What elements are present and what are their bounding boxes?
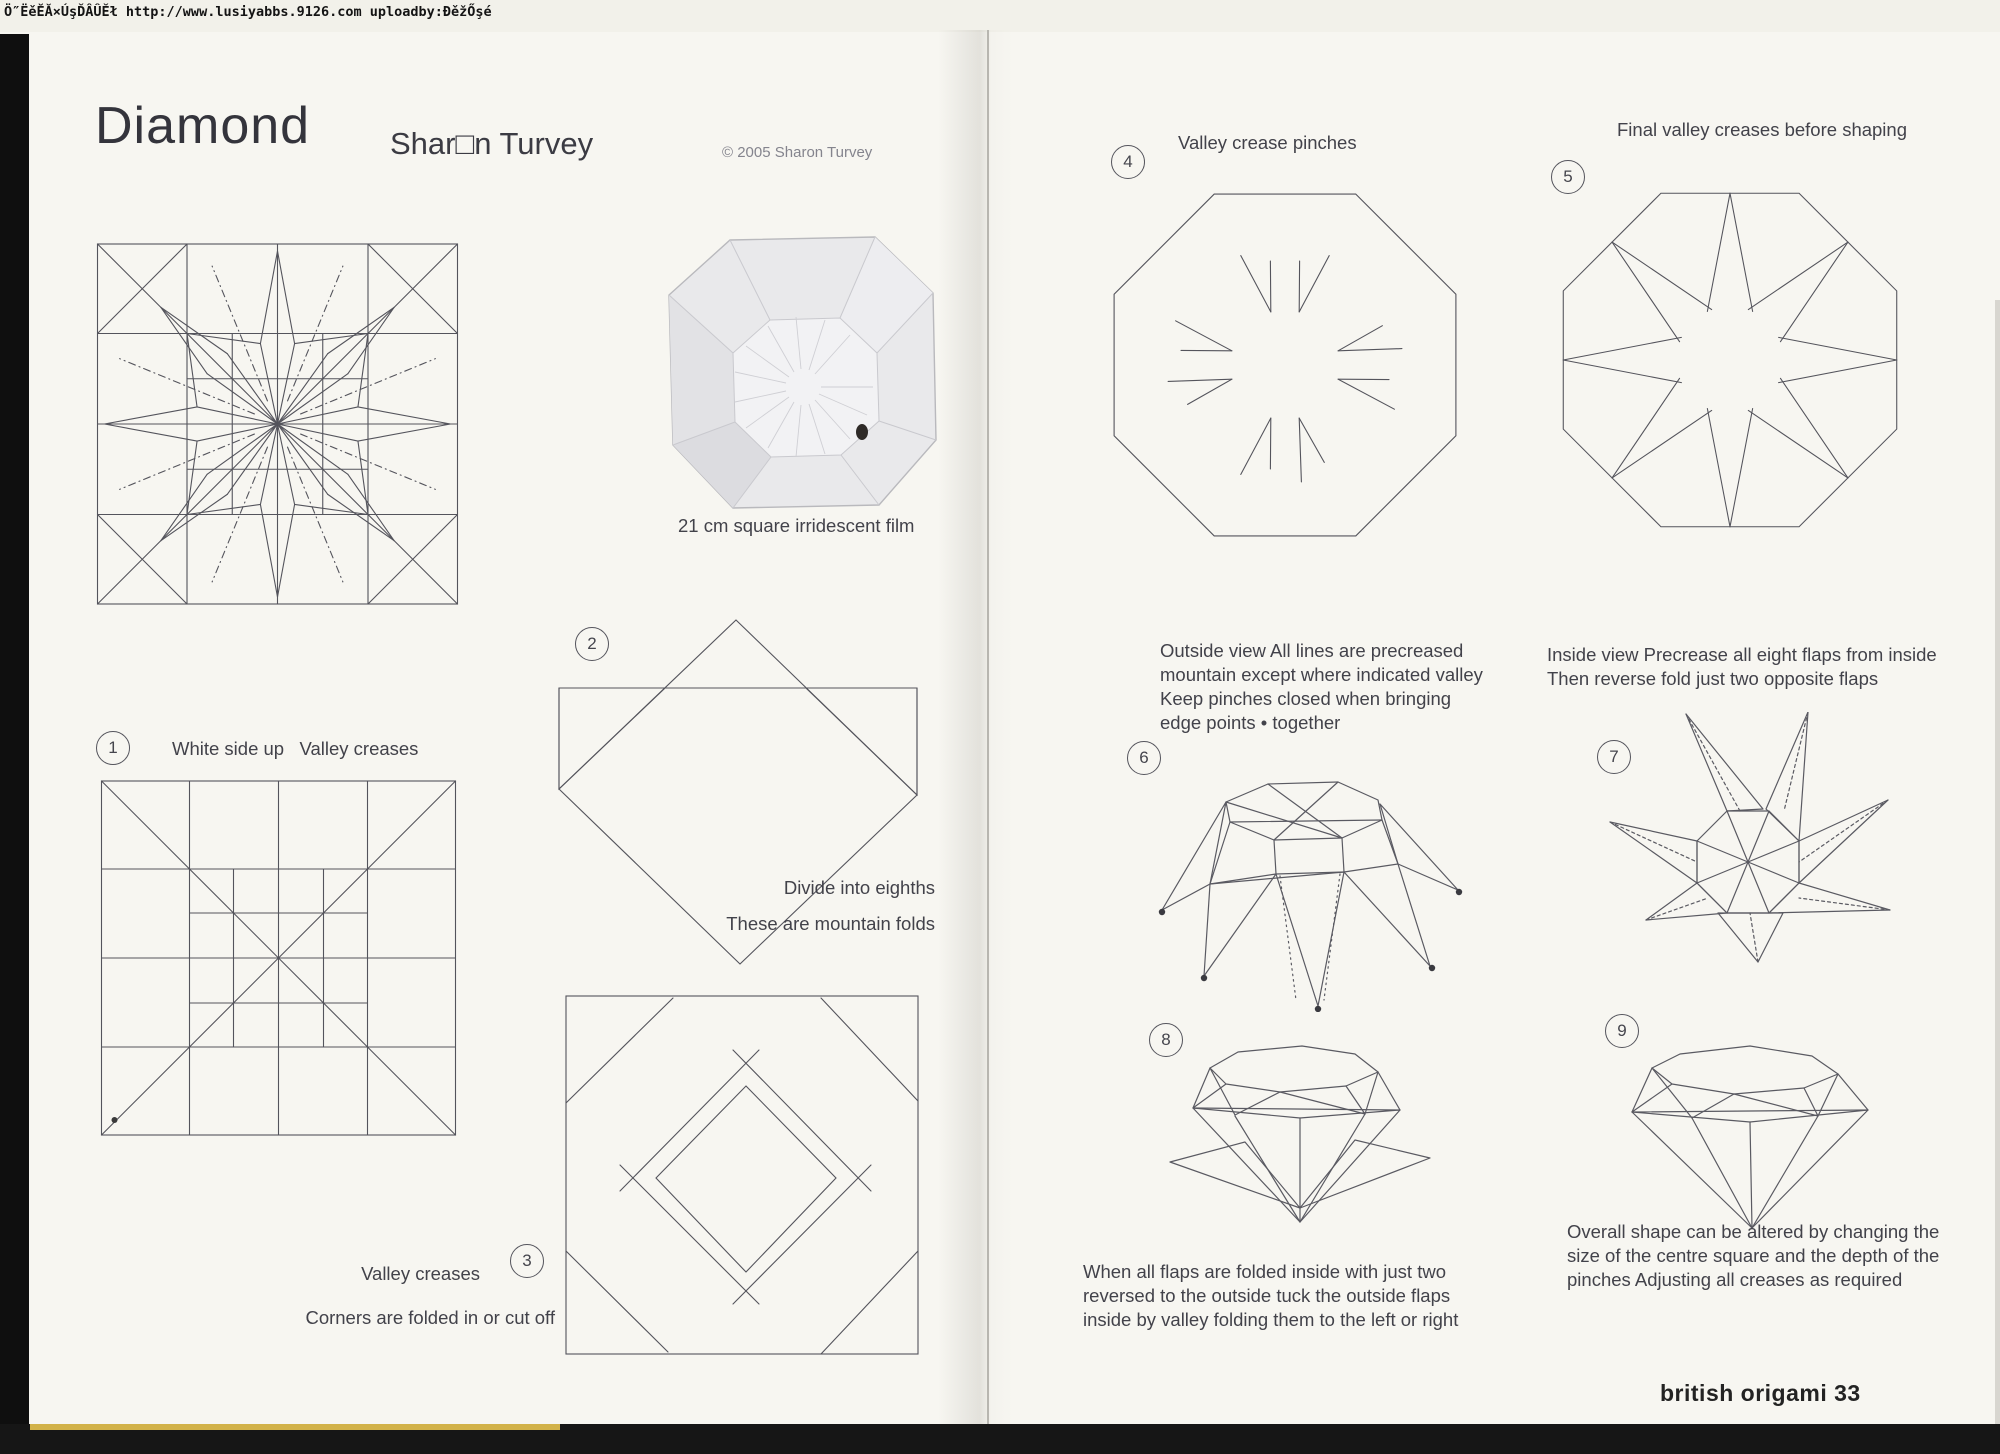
step-7-number: 7 bbox=[1597, 740, 1631, 774]
scan-left-black-strip bbox=[0, 34, 29, 1454]
step-1-number: 1 bbox=[96, 731, 130, 765]
step-4-label: Valley crease pinches bbox=[1178, 132, 1357, 153]
step-7-drawing bbox=[1598, 712, 1898, 1002]
step-4-diagram bbox=[1095, 175, 1475, 555]
diamond-photo bbox=[655, 225, 947, 525]
step-8-number: 8 bbox=[1149, 1023, 1183, 1057]
page-title: Diamond bbox=[95, 97, 311, 155]
step-7-line-1: Inside view Precrease all eight flaps from inside bbox=[1547, 644, 1937, 665]
page-gutter-line bbox=[987, 30, 989, 1424]
step-6-line-2: mountain except where indicated valley bbox=[1160, 664, 1483, 685]
step-3-caption-2: Corners are folded in or cut off bbox=[305, 1307, 555, 1328]
step-5-diagram bbox=[1545, 160, 1915, 560]
step-1-diagram bbox=[100, 780, 457, 1136]
step-8-note-line-3: inside by valley folding them to the left or right bbox=[1083, 1309, 1459, 1330]
author-name: Shar□n Turvey bbox=[390, 126, 594, 161]
step-3-diagram bbox=[558, 988, 928, 1378]
step-2-caption-2: These are mountain folds bbox=[726, 913, 935, 934]
step-5-number: 5 bbox=[1551, 160, 1585, 194]
step-9-number: 9 bbox=[1605, 1014, 1639, 1048]
step-6-text bbox=[1160, 639, 1483, 735]
step-9-drawing bbox=[1600, 1028, 1900, 1248]
copyright-text: © 2005 Sharon Turvey bbox=[722, 144, 873, 161]
step-9-note bbox=[1567, 1220, 1939, 1292]
step-7-line-2: Then reverse fold just two opposite flaps bbox=[1547, 668, 1879, 689]
step-7-text bbox=[1547, 643, 1937, 691]
step-6-line-3: Keep pinches closed when bringing bbox=[1160, 688, 1452, 709]
step-3-caption-1: Valley creases bbox=[361, 1263, 480, 1284]
page-footer: british origami 33 bbox=[1660, 1380, 1861, 1406]
step-4-number: 4 bbox=[1111, 145, 1145, 179]
step-6-line-1: Outside view All lines are precreased bbox=[1160, 640, 1464, 661]
step-6-number: 6 bbox=[1127, 741, 1161, 775]
photo-caption: 21 cm square irridescent film bbox=[678, 515, 915, 536]
step-9-note-line-3: pinches Adjusting all creases as required bbox=[1567, 1269, 1903, 1290]
step-9-note-line-2: size of the centre square and the depth of the bbox=[1567, 1245, 1940, 1266]
step-2-caption-1: Divide into eighths bbox=[783, 877, 935, 898]
step-8-drawing bbox=[1150, 1030, 1450, 1250]
step-8-note-line-2: reversed to the outside tuck the outside flaps bbox=[1083, 1285, 1451, 1306]
scan-header-bar bbox=[0, 0, 2000, 32]
step-6-line-4: edge points • together bbox=[1160, 712, 1341, 733]
step-3-number: 3 bbox=[510, 1244, 544, 1278]
step-2-number: 2 bbox=[575, 627, 609, 661]
step-5-label: Final valley creases before shaping bbox=[1617, 119, 1907, 140]
step-9-note-line-1: Overall shape can be altered by changing the bbox=[1567, 1221, 1940, 1242]
step-8-note-line-1: When all flaps are folded inside with just two bbox=[1083, 1261, 1446, 1282]
step-6-drawing bbox=[1128, 762, 1478, 1012]
step-8-note bbox=[1083, 1260, 1458, 1332]
scan-right-edge bbox=[1995, 300, 2000, 1424]
step-1-label: White side up Valley creases bbox=[172, 738, 419, 759]
crease-pattern-diagram bbox=[95, 243, 460, 605]
scan-yellow-stripe bbox=[30, 1424, 560, 1430]
watermark-text: Ö″ËěĔĂ×ÚşĎÂÛĚł http://www.lusiyabbs.9126.com uploadby:ĐěžŐşé bbox=[4, 4, 492, 20]
